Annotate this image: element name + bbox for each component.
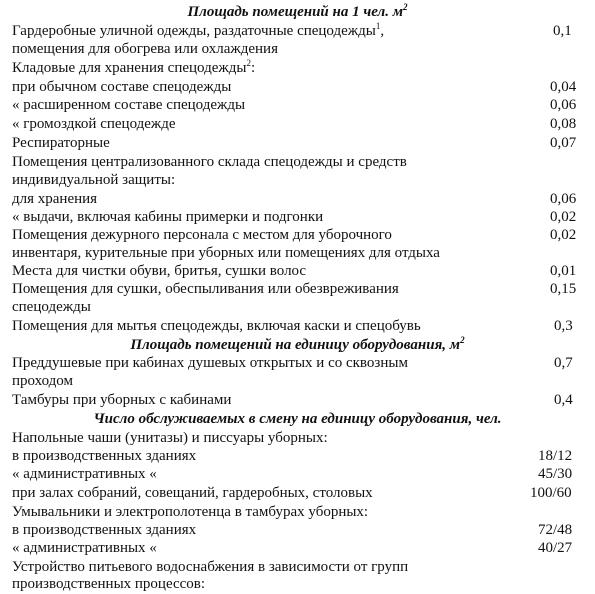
- row-label: Места для чистки обуви, бритья, сушки волос: [12, 263, 307, 279]
- table-row: [12, 153, 583, 172]
- row-value: 0,02: [550, 227, 577, 243]
- row-value: 72/48: [538, 522, 573, 538]
- row-value: 100/60: [530, 485, 572, 501]
- row-label: Респираторные: [12, 135, 110, 151]
- row-label: Преддушевые при кабинах душевых открытых и со сквозным: [12, 355, 408, 371]
- table-row: [12, 465, 583, 484]
- row-label: Помещения для сушки, обеспыливания или обезвреживания: [12, 281, 399, 297]
- section-title: Площадь помещений на единицу оборудования, м: [130, 337, 461, 353]
- row-label: в производственных зданиях: [12, 448, 197, 464]
- footnote-mark: 1: [375, 21, 381, 31]
- row-label: для хранения: [12, 191, 98, 207]
- table-row-continuation: [12, 575, 583, 594]
- superscript: 2: [403, 2, 408, 12]
- table-row-continuation: [12, 40, 583, 59]
- section-heading: [12, 3, 583, 22]
- row-value: 0,01: [550, 263, 577, 279]
- table-row-continuation: [12, 244, 583, 263]
- row-value: 18/12: [538, 448, 573, 464]
- table-row: [12, 59, 583, 78]
- row-value: 45/30: [538, 466, 573, 482]
- table-row: [12, 226, 583, 245]
- table-row: [12, 354, 583, 373]
- row-label: при залах собраний, совещаний, гардеробных, столовых: [12, 485, 373, 501]
- row-label: Напольные чаши (унитазы) и писсуары уборных:: [12, 430, 328, 446]
- row-label: Помещения для мытья спецодежды, включая каски и спецобувь: [12, 318, 421, 334]
- row-label: Помещения дежурного персонала с местом для уборочного: [12, 227, 392, 243]
- table-row: [12, 317, 583, 336]
- row-value: 0,06: [550, 97, 577, 113]
- row-value: 0,15: [550, 281, 577, 297]
- table-row: [12, 280, 583, 299]
- row-value: 0,1: [553, 23, 572, 39]
- row-value: 40/27: [538, 540, 573, 556]
- row-label: при обычном составе спецодежды: [12, 79, 232, 95]
- table-row: [12, 521, 583, 540]
- row-label: Устройство питьевого водоснабжения в зависимости от групп: [12, 559, 409, 575]
- table-row: [12, 134, 583, 153]
- row-label: спецодежды: [12, 299, 91, 315]
- table-row-continuation: [12, 298, 583, 317]
- row-label: Кладовые для хранения спецодежды: [12, 60, 247, 76]
- row-label: проходом: [12, 373, 73, 389]
- table-row: [12, 429, 583, 448]
- table-row: [12, 78, 583, 97]
- row-label: « расширенном составе спецодежды: [12, 97, 246, 113]
- table-row: [12, 190, 583, 209]
- table-row: [12, 208, 583, 227]
- row-label: Помещения централизованного склада спецодежды и средств: [12, 154, 407, 170]
- row-value: 0,04: [550, 79, 577, 95]
- section-heading: [12, 410, 583, 429]
- table-row: [12, 484, 583, 503]
- row-label: « выдачи, включая кабины примерки и подгонки: [12, 209, 324, 225]
- row-label: « административных «: [12, 540, 157, 556]
- table-row-continuation: [12, 372, 583, 391]
- row-value: 0,02: [550, 209, 577, 225]
- table-row: [12, 539, 583, 558]
- row-value: 0,07: [550, 135, 577, 151]
- row-label: помещения для обогрева или охлаждения: [12, 41, 278, 57]
- table-row: [12, 262, 583, 281]
- row-label-suffix: :: [250, 60, 256, 76]
- table-row: [12, 391, 583, 410]
- row-label: Умывальники и электрополотенца в тамбурах уборных:: [12, 504, 369, 520]
- row-label: « административных «: [12, 466, 157, 482]
- footnote-mark: 2: [246, 58, 251, 68]
- row-label-suffix: ,: [380, 23, 385, 39]
- row-value: 0,3: [554, 318, 573, 334]
- table-row: [12, 503, 583, 522]
- table-row-continuation: [12, 171, 583, 190]
- section-title: Число обслуживаемых в смену на единицу оборудования, чел.: [93, 411, 502, 427]
- row-label: « громоздкой спецодежде: [12, 116, 176, 132]
- row-label: производственных процессов:: [12, 576, 206, 592]
- table-row: [12, 96, 583, 115]
- row-label: в производственных зданиях: [12, 522, 197, 538]
- superscript: 2: [460, 335, 465, 345]
- row-label: индивидуальной защиты:: [12, 172, 176, 188]
- row-value: 0,4: [554, 392, 573, 408]
- section-heading: [12, 336, 583, 355]
- row-value: 0,7: [554, 355, 573, 371]
- row-value: 0,06: [550, 191, 577, 207]
- row-value: 0,08: [550, 116, 577, 132]
- table-row: [12, 115, 583, 134]
- section-title: Площадь помещений на 1 чел. м: [187, 4, 403, 20]
- table-row: [12, 22, 583, 41]
- row-label: Гардеробные уличной одежды, раздаточные спецодежды: [12, 23, 376, 39]
- row-label: инвентаря, курительные при уборных или помещениях для отдыха: [12, 245, 440, 261]
- row-label: Тамбуры при уборных с кабинами: [12, 392, 232, 408]
- table-row: [12, 447, 583, 466]
